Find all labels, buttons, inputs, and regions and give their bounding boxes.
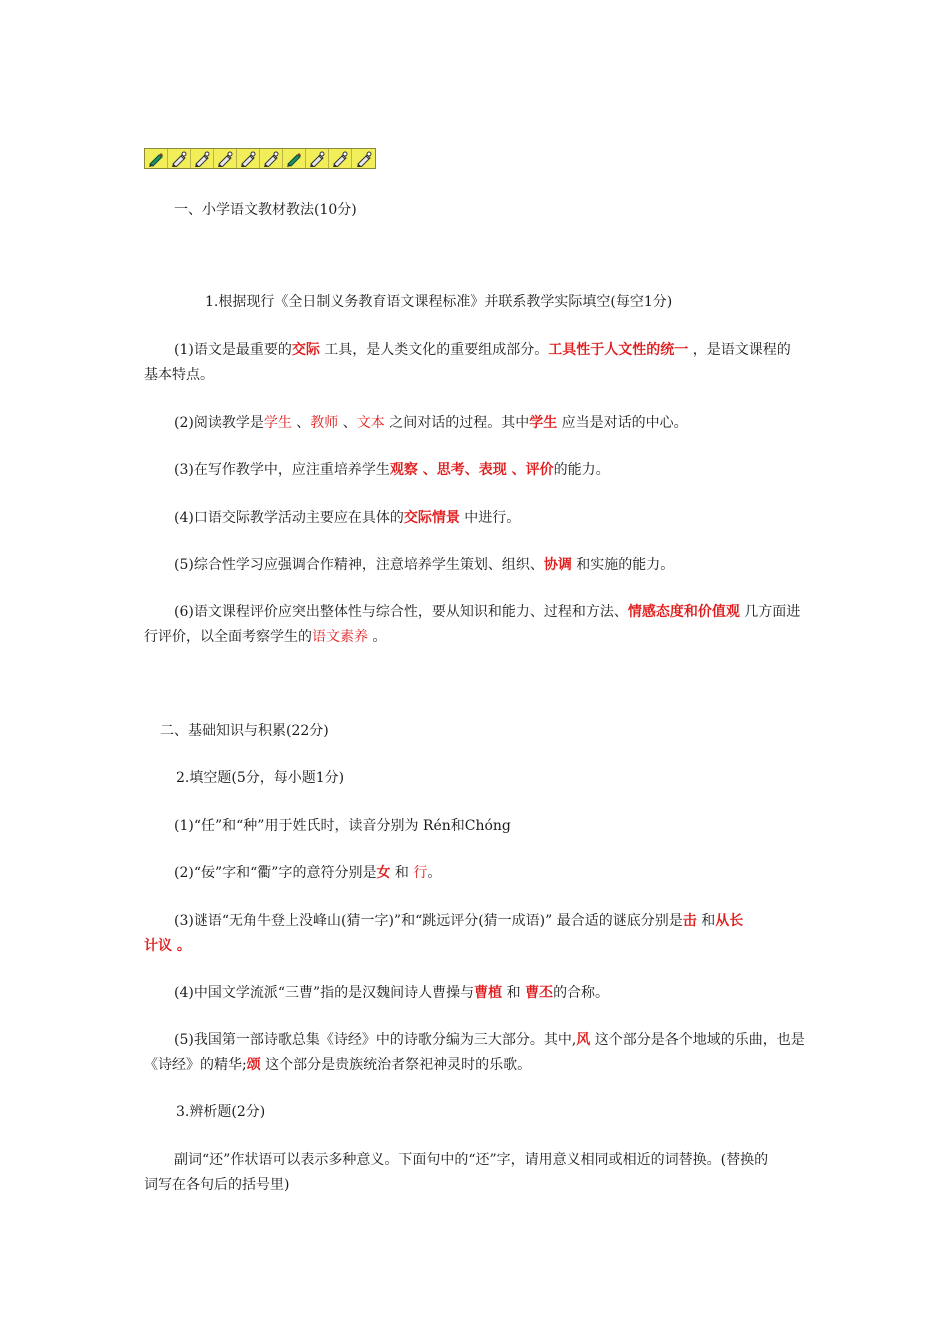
q1-item-6: (6)语文课程评价应突出整体性与综合性，要从知识和能力、过程和方法、情感态度和价值观 几方面进: [174, 604, 801, 620]
q1-item-6-cont: 行评价，以全面考察学生的语文素养 。: [144, 629, 387, 645]
pencil-icon: [168, 149, 191, 168]
answer: 学生: [529, 415, 558, 431]
q1-item-1-cont: 基本特点。: [144, 367, 214, 383]
q2-item-5: (5)我国第一部诗歌总集《诗经》中的诗歌分编为三大部分。其中,风 这个部分是各个地域的乐曲，也是: [174, 1032, 805, 1048]
q2-item-3-cont: 计议 。: [144, 938, 191, 954]
pencil-icon: [352, 149, 375, 168]
answer: 语文素养: [312, 629, 368, 645]
pencil-icon: [191, 149, 214, 168]
question-3-text: 副词“还”作状语可以表示多种意义。下面句中的“还”字，请用意义相同或相近的词替换。(替换的: [174, 1152, 769, 1168]
answer: 评价: [525, 462, 554, 478]
q2-item-4: (4)中国文学流派“三曹”指的是汉魏间诗人曹操与曹植 和 曹丕的合称。: [174, 985, 610, 1001]
question-3-text-cont: 词写在各句后的括号里): [144, 1177, 290, 1193]
answer: 交际情景: [403, 510, 460, 526]
q2-item-5-cont: 《诗经》的精华;颂 这个部分是贵族统治者祭祀神灵时的乐歌。: [144, 1057, 532, 1073]
answer: 观察: [389, 462, 418, 478]
pencil-icon: [260, 149, 283, 168]
q2-item-3: (3)谜语“无角牛登上没峰山(猜一字)”和“跳远评分(猜一成语)” 最合适的谜底分别是击 和从长: [174, 913, 744, 929]
q1-item-3: (3)在写作教学中，应注重培养学生观察 、思考、表现 、评价的能力。: [174, 462, 610, 478]
answer: 女: [376, 865, 391, 881]
pencil-icon: [306, 149, 329, 168]
q2-item-1: (1)“任”和“种”用于姓氏时，读音分别为 Rén和Chóng: [174, 818, 511, 834]
answer: 计议: [144, 938, 172, 954]
answer: 曹植: [474, 985, 503, 1001]
section-2-title: 二、基础知识与积累(22分): [160, 723, 329, 739]
q1-item-2: (2)阅读教学是学生 、教师 、文本 之间对话的过程。其中学生 应当是对话的中心。: [174, 415, 688, 431]
q1-item-1: (1)语文是最重要的交际 工具，是人类文化的重要组成部分。工具性于人文性的统一 ，是语文课程的: [174, 342, 791, 358]
answer: 文本: [356, 415, 385, 431]
answer: 风: [576, 1032, 591, 1048]
question-2-heading: 2.填空题(5分，每小题1分): [176, 770, 345, 786]
answer: 行: [413, 865, 428, 881]
pencil-icon: [214, 149, 237, 168]
pen-icon: [145, 149, 168, 168]
answer: 教师: [310, 415, 339, 431]
answer: 工具性于人文性的统一: [548, 342, 689, 358]
answer: 交际: [291, 342, 320, 358]
question-1-heading: 1.根据现行《全日制义务教育语文课程标准》并联系教学实际填空(每空1分): [205, 294, 673, 310]
section-1-title: 一、小学语文教材教法(10分): [174, 202, 357, 218]
pencil-icon: [329, 149, 352, 168]
answer: 颂: [246, 1057, 261, 1073]
q1-item-4: (4)口语交际教学活动主要应在具体的交际情景 中进行。: [174, 510, 521, 526]
answer: 从长: [715, 913, 744, 929]
answer: 击: [682, 913, 697, 929]
pencil-icon: [237, 149, 260, 168]
pen-icon: [283, 149, 306, 168]
question-3-heading: 3.辨析题(2分): [176, 1104, 266, 1120]
answer: 曹丕: [525, 985, 554, 1001]
decorative-pencil-strip: [144, 148, 376, 169]
answer: 协调: [543, 557, 572, 573]
answer: 学生: [263, 415, 292, 431]
answer: 思考、表现: [436, 462, 507, 478]
q2-item-2: (2)“佞”字和“衢”字的意符分别是女 和 行。: [174, 865, 442, 881]
q1-item-5: (5)综合性学习应强调合作精神，注意培养学生策划、组织、协调 和实施的能力。: [174, 557, 675, 573]
answer: 情感态度和价值观: [627, 604, 740, 620]
